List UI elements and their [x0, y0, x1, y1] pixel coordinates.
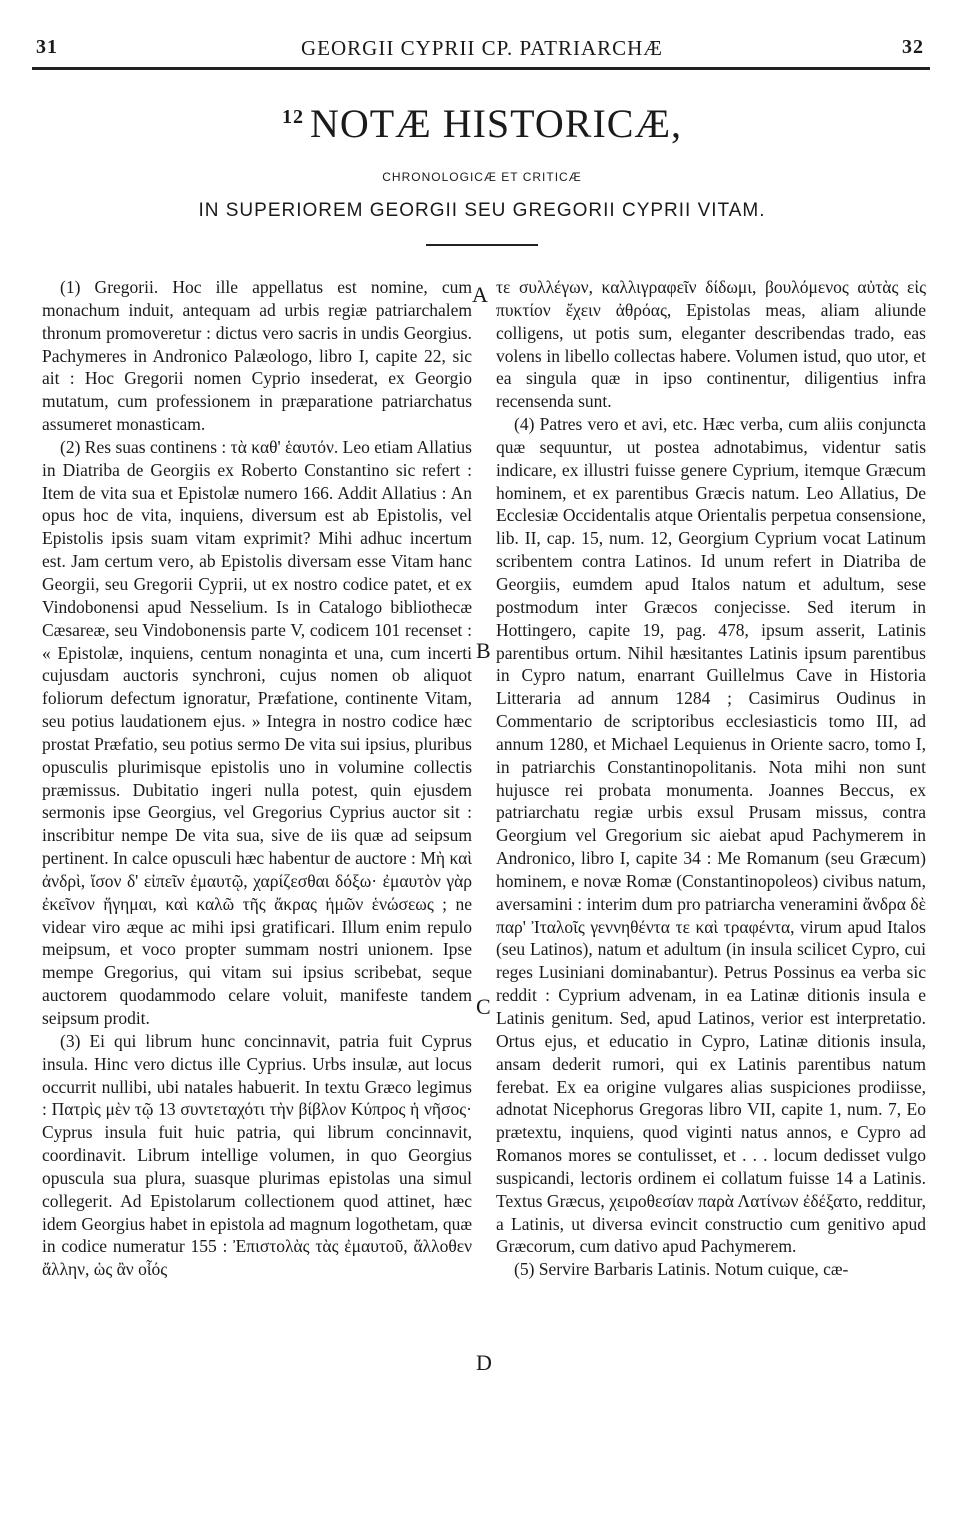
note-3-continued: τε συλλέγων, καλλιγραφεῖν δίδωμι, βουλόμενος αὐτὰς εἰς πυκτίον ἔχειν ἀθρόας, Epistolas meas, aliam aliunde colligens, ut potis sum, eleganter describendas trado, eas volens in libello collectas habere. Volumen istud, quo utor, et ea singula quæ in ipso continentur, diligentius infra recensenda sunt. — [496, 277, 926, 412]
title-text: NOTÆ HISTORICÆ, — [309, 101, 683, 146]
left-column — [42, 276, 472, 1281]
running-title: GEORGII CYPRII CP. PATRIARCHÆ — [301, 36, 663, 60]
section-title — [0, 100, 964, 147]
margin-letter-b: B — [476, 638, 491, 663]
note-2: (2) Res suas continens : τὰ καθ' ἑαυτόν. Leo etiam Allatius in Diatriba de Georgiis ex Roberto Constantino sic refert : Item de vita sua et Epistolæ numero 166. Addit Allatius : An opus hoc de vita, inquiens, diversum est ab Epistolis, vel Epistolis ipsis suam vitam exprimit? Mihi adhuc incertum est. Jam certum vero, ab Epistolis diversam esse Vitam hanc Georgii, seu Gregorii Cyprii, ut ex nostro codice patet, et ex Vindobonensi apud Nesselium. Is in Catalogo bibliothecæ Cæsareæ, seu Vindobonensis parte V, codicem 101 recenset : « Epistolæ, inquiens, centum nonaginta et una, cum incerti cujusdam auctoris synchroni, cujus nomen ob aliquot foliorum defectum ignoratur, Præfatione, continente Vitam, seu potius laudationem ejus. » Integra in nostro codice hæc prostat Præfatio, seu potius sermo De vita sui ipsius, pluribus opusculis plurimisque epistolis uno in volumine collectis præmissus. Dubitatio ingeri nulla potest, quin ejusdem sermonis ipse Georgius, vel Gregorius Cyprius auctor sit : inscribitur nempe De vita sua, sive de iis quæ ad seipsum pertinent. In calce opusculi hæc habentur de auctore : Μὴ καὶ ἀνδρὶ, ἴσον δ' εἰπεῖν ἐμαυτῷ, χαρίζεσθαι δόξω· ἐμαυτὸν γὰρ ἐκεῖνον ἥγημαι, καὶ καλῶ τῆς ἄκρας ἡμῶν ἑνώσεως ; ne videar viro æque ac mihi ipsi gratificari. Illum enim repulo meipsum, et voco propter summam nostri unionem. Ipse mempe Gregorius, qui vitam sui ipsius scribebat, seque auctorem quodammodo celare voluit, manifeste tandem seipsum prodit. — [42, 436, 472, 1028]
note-5: (5) Servire Barbaris Latinis. Notum cuique, cæ- — [514, 1259, 849, 1280]
note-1: (1) Gregorii. Hoc ille appellatus est nomine, cum monachum induit, antequam ad urbis regiæ patriarchalem thronum promoveretur : dictus vero sacris in undis Georgius. Pachymeres in Andronico Palæologo, libro I, capite 22, sic ait : Hoc Gregorii nomen Cyprio insederat, ex Georgio mutatum, cum professionem in præparatione patriarchatus assumeret monasticam. — [42, 277, 472, 435]
signature-mark: 12 — [281, 105, 304, 128]
header-rule — [32, 67, 930, 70]
subtitle-chronological: CHRONOLOGICÆ ET CRITICÆ — [382, 170, 582, 184]
page-number-left: 31 — [36, 36, 58, 58]
title-rule — [426, 244, 538, 246]
margin-letter-a: A — [472, 282, 488, 307]
margin-letter-c: C — [476, 994, 491, 1019]
note-3: (3) Ei qui librum hunc concinnavit, patria fuit Cyprus insula. Hinc vero dictus ille Cyprius. Urbs insulæ, aut locus occurrit nullibi, ubi natales habuerit. In textu Græco legimus : Πατρὶς μὲν τῷ 13 συντεταχότι τὴν βίβλον Κύπρος ἡ νῆσος· Cyprus insula fuit huic patria, qui librum concinnavit, coordinavit. Librum intellige volumen, in quo Georgius opuscula sua plura, suasque plurimas epistolas una simul collegerit. Ad Epistolarum collectionem quod attinet, hæc idem Georgius habet in epistola ad magnum logothetam, quæ in codice numeratur 155 : Ἐπιστολὰς τὰς ἐμαυτοῦ, ἄλλοθεν ἄλλην, ὡς ἂν οἷός — [42, 1030, 472, 1280]
subtitle-vitam: IN SUPERIOREM GEORGII SEU GREGORII CYPRII VITAM. — [198, 200, 766, 221]
page-number-right: 32 — [902, 36, 924, 58]
running-head — [30, 30, 934, 66]
right-column — [496, 276, 926, 1281]
margin-letter-d: D — [476, 1350, 492, 1375]
note-4: (4) Patres vero et avi, etc. Hæc verba, cum aliis conjuncta quæ sequuntur, ut postea adnotabimus, videntur satis indicare, ex illustri fuisse genere Cyprium, itemque Græcum hominem, et ex parentibus Græcis natum. Leo Allatius, De Ecclesiæ Occidentalis atque Orientalis perpetua consensione, lib. II, cap. 15, num. 12, Georgium Cyprium vocat Latinum scribentem contra Latinos. Id unum refert in Diatriba de Georgiis, eumdem apud Italos natum et adultum, sese postmodum inter Græcos conjecisse. Sed iterum in Hottingero, capite 19, pag. 478, ipsum asserit, Latinis parentibus ortum. Nihil hæsitantes Latinis ipsum parentibus in Cypro natum, enarrant Guillelmus Cave in Historia Litteraria ad annum 1284 ; Casimirus Oudinus in Commentario de scriptoribus ecclesiasticis tomo III, ad annum 1280, et Michael Lequienus in Oriente sacro, tomo I, in patriarchis Constantinopolitanis. Nota mihi non sunt hujusce rei probata monumenta. Joannes Beccus, ex patriarchatu regiæ urbis exsul Prusam missus, contra Georgium vel Gregorium sic aiebat apud Pachymerem in Andronico, libro I, capite 34 : Me Romanum (seu Græcum) hominem, e novæ Romæ (Constantinopoleos) civibus natum, aversamini : interim dum pro patriarcha veneramini ἄνδρα δὲ παρ' Ἰταλοῖς γεννηθέντα τε καὶ τραφέντα, virum apud Italos (seu Latinos), natum et adultum (in insula scilicet Cypro, cui reges Lusiniani dominabantur). Petrus Possinus ea verba sic reddit : Cyprium advenam, in ea Latinæ ditionis insula e Latinis genitum. Sed, apud Latinos, verior est interpretatio. Ortus ejus, et educatio in Cypro, Latinæ ditionis insula, ansam dederit rumori, qui ex Latinis parentibus natum ferebat. Ex ea origine vulgares alias suspiciones prodiisse, adnotat Nicephorus Gregoras libro VII, capite 1, num. 7, Eo prætextu, inquiens, quod viginti natus annos, e Cypro ad Romanos mores se contulisset, et . . . locum dedisset vulgo suspicandi, lectoris ordinem ei collatum fuisse 14 a Latinis. Textus Græcus, χειροθεσίαν παρὰ Λατίνων ἐδέξατο, redditur, a Latinis, ut diversa evincit constructio cum genitivo apud Græcorum, cum dativo apud Pachymerem. — [496, 414, 926, 1257]
